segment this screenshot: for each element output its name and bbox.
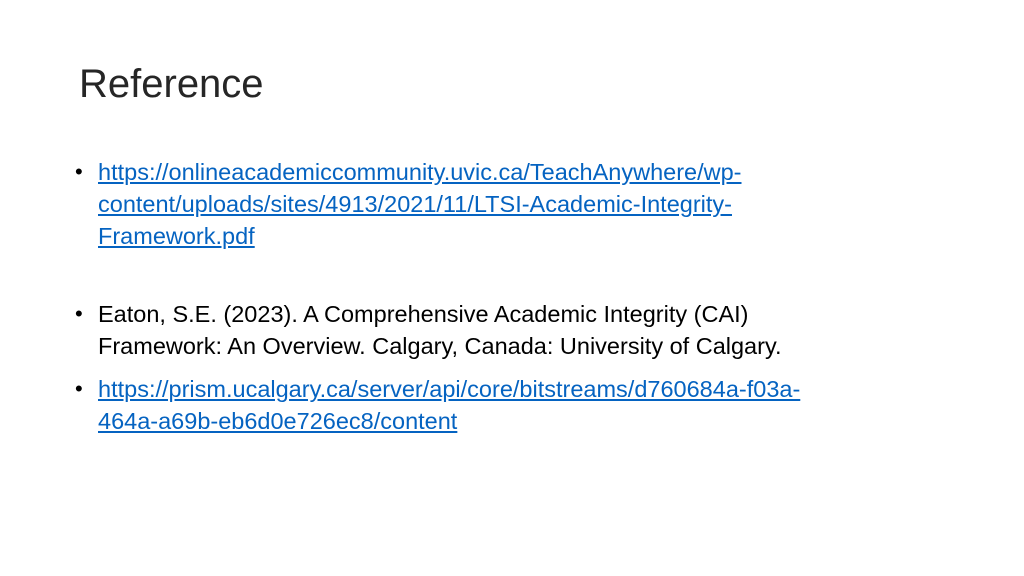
reference-item-3 [72,373,972,437]
bullet-icon: • [75,159,83,184]
bullet-icon: • [75,376,83,401]
citation-line: Framework: An Overview. Calgary, Canada: University of Calgary. [98,333,782,359]
link-line: 464a-a69b-eb6d0e726ec8/content [98,408,458,434]
link-line: https://prism.ucalgary.ca/server/api/core/bitstreams/d760684a-f03a- [98,376,801,402]
reference-list [72,156,972,437]
reference-item-2 [72,298,972,362]
link-line: https://onlineacademiccommunity.uvic.ca/TeachAnywhere/wp- [98,159,742,185]
bullet-icon: • [75,301,83,326]
reference-link-ucalgary[interactable] [98,373,972,437]
link-line: content/uploads/sites/4913/2021/11/LTSI-Academic-Integrity- [98,191,732,217]
reference-link-uvic[interactable] [98,156,972,252]
slide-title: Reference [79,62,264,106]
reference-citation [98,298,972,362]
reference-item-1 [72,156,972,252]
citation-line: Eaton, S.E. (2023). A Comprehensive Academic Integrity (CAI) [98,301,749,327]
link-line: Framework.pdf [98,223,255,249]
